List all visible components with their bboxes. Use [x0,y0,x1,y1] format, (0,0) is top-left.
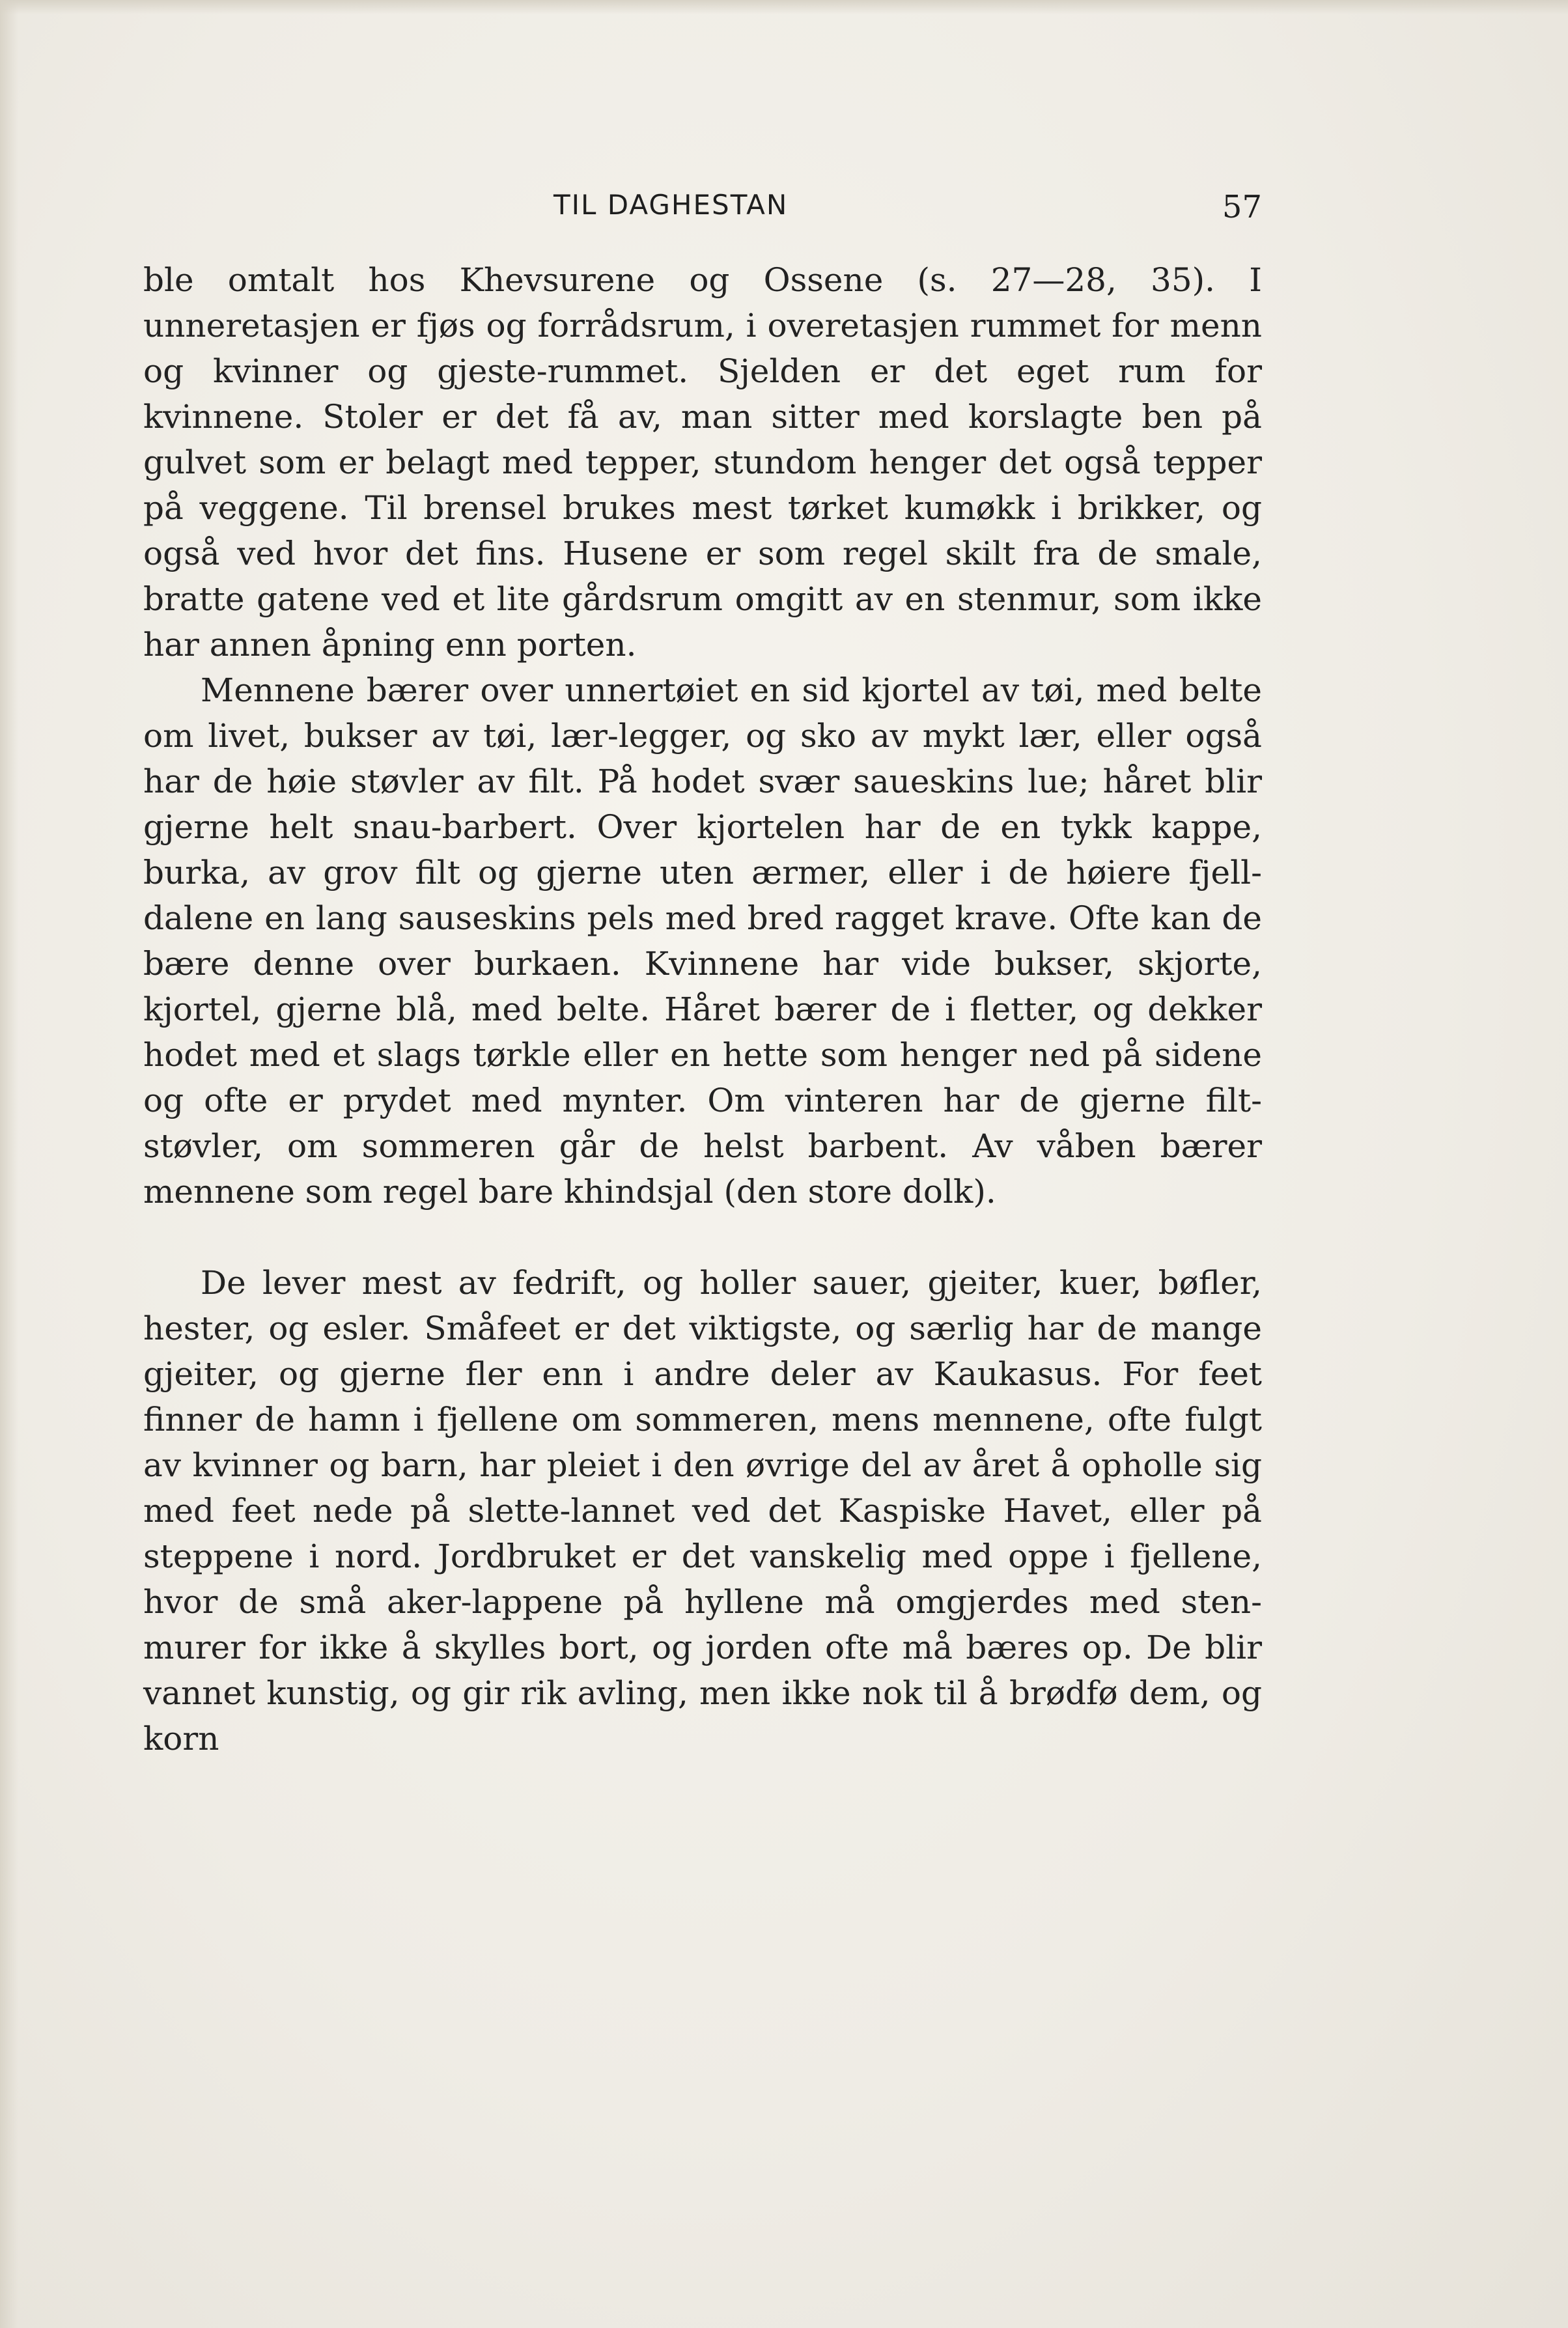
body-text [143,257,1262,1761]
paragraph-clothing: Mennene bærer over unnertøiet en sid kjortel av tøi, med belte om livet, bukser av tøi, lær-legger, og sko av mykt lær, eller også har de høie støvler av filt. På hodet svær saueskins lue; håret blir gjerne helt snau-barbert. Over kjortelen har de en tykk kappe, burka, av grov filt og gjerne uten ærmer, eller i de høiere fjell-dalene en lang sauseskins pels med bred ragget krave. Ofte kan de bære denne over burkaen. Kvinnene har vide bukser, skjorte, kjortel, gjerne blå, med belte. Håret bærer de i fletter, og dekker hodet med et slags tørkle eller en hette som henger ned på sidene og ofte er prydet med mynter. Om vinteren har de gjerne filt-støvler, om sommeren går de helst barbent. Av våben bærer mennene som regel bare khindsjal (den store dolk). [143,671,1262,1211]
paragraph-houses: ble omtalt hos Khevsurene og Ossene (s. 27—28, 35). I unneretasjen er fjøs og forrådsrum, i overetasjen rummet for menn og kvinner og gjeste-rummet. Sjelden er det eget rum for kvinnene. Stoler er det få av, man sitter med korslagte ben på gulvet som er belagt med tepper, stundom henger det også tepper på veggene. Til brensel brukes mest tørket kumøkk i brikker, og også ved hvor det fins. Husene er som regel skilt fra de smale, bratte gatene ved et lite gårdsrum omgitt av en stenmur, som ikke har annen åpning enn porten. [143,261,1262,664]
page-edge-shadow-left [0,0,18,2328]
paragraph-livelihood: De lever mest av fedrift, og holler sauer, gjeiter, kuer, bøfler, hester, og esler. Småfeet er det viktigste, og særlig har de mange gjeiter, og gjerne fler enn i andre deler av Kaukasus. For feet finner de hamn i fjellene om sommeren, mens mennene, ofte fulgt av kvinner og barn, har pleiet i den øvrige del av året å opholle sig med feet nede på slette-lannet ved det Kaspiske Havet, eller på steppene i nord. Jordbruket er det vanskelig med oppe i fjellene, hvor de små aker-lappene på hyllene må omgjerdes med sten-murer for ikke å skylles bort, og jorden ofte må bæres op. De blir vannet kunstig, og gir rik avling, men ikke nok til å brødfø dem, og korn [143,1264,1262,1758]
running-header [143,189,1262,234]
page-number: 57 [1222,189,1262,225]
running-title: TIL DAGHESTAN [553,189,789,221]
page-edge-shadow-top [0,0,1568,14]
